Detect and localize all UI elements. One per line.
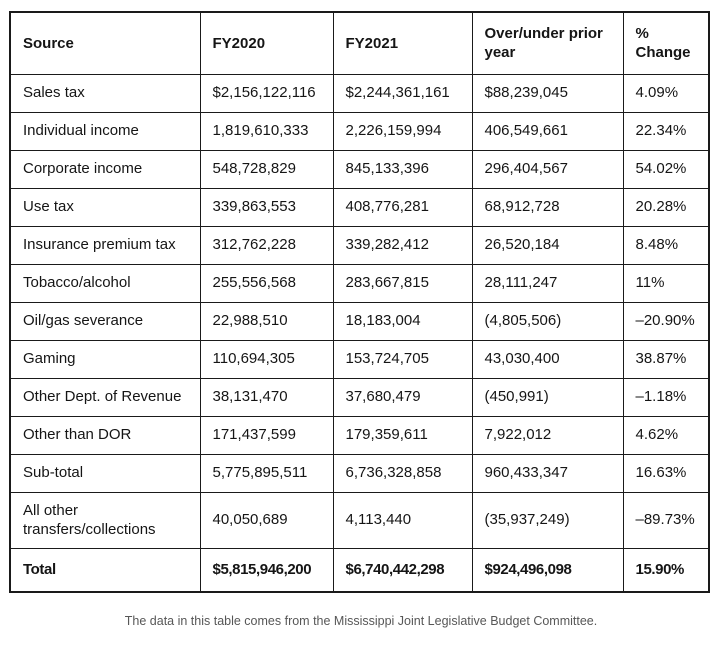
row-label-cell: Other than DOR	[10, 416, 200, 454]
value-cell: 339,863,553	[200, 188, 333, 226]
value-cell: 16.63%	[623, 454, 709, 492]
value-cell: $2,244,361,161	[333, 74, 472, 112]
table-row	[10, 74, 709, 112]
value-cell: 37,680,479	[333, 378, 472, 416]
value-cell: 26,520,184	[472, 226, 623, 264]
table-row	[10, 548, 709, 592]
table-row	[10, 112, 709, 150]
value-cell: 548,728,829	[200, 150, 333, 188]
revenue-table	[9, 11, 710, 593]
table-row	[10, 226, 709, 264]
value-cell: 38.87%	[623, 340, 709, 378]
value-cell: 312,762,228	[200, 226, 333, 264]
table-row	[10, 302, 709, 340]
value-cell: 43,030,400	[472, 340, 623, 378]
value-cell: 4.09%	[623, 74, 709, 112]
value-cell: 18,183,004	[333, 302, 472, 340]
value-cell: 408,776,281	[333, 188, 472, 226]
value-cell: $5,815,946,200	[200, 548, 333, 592]
value-cell: 4.62%	[623, 416, 709, 454]
row-label-cell: Sub-total	[10, 454, 200, 492]
table-row	[10, 416, 709, 454]
row-label-cell: Oil/gas severance	[10, 302, 200, 340]
table-row	[10, 264, 709, 302]
value-cell: 171,437,599	[200, 416, 333, 454]
value-cell: 5,775,895,511	[200, 454, 333, 492]
table-row	[10, 150, 709, 188]
value-cell: 40,050,689	[200, 492, 333, 548]
value-cell: 406,549,661	[472, 112, 623, 150]
value-cell: –1.18%	[623, 378, 709, 416]
value-cell: $924,496,098	[472, 548, 623, 592]
value-cell: 255,556,568	[200, 264, 333, 302]
value-cell: 8.48%	[623, 226, 709, 264]
value-cell: 179,359,611	[333, 416, 472, 454]
value-cell: –20.90%	[623, 302, 709, 340]
row-label-cell: Other Dept. of Revenue	[10, 378, 200, 416]
row-label-cell: Tobacco/alcohol	[10, 264, 200, 302]
column-header: FY2020	[200, 12, 333, 74]
table-row	[10, 378, 709, 416]
value-cell: 4,113,440	[333, 492, 472, 548]
table-row	[10, 454, 709, 492]
row-label-cell: Use tax	[10, 188, 200, 226]
value-cell: $88,239,045	[472, 74, 623, 112]
table-row	[10, 188, 709, 226]
column-header: Over/under prior year	[472, 12, 623, 74]
row-label-cell: Corporate income	[10, 150, 200, 188]
row-label-cell: Insurance premium tax	[10, 226, 200, 264]
value-cell: 11%	[623, 264, 709, 302]
value-cell: 845,133,396	[333, 150, 472, 188]
table-caption: The data in this table comes from the Mississippi Joint Legislative Budget Committee.	[124, 614, 598, 628]
table-row	[10, 492, 709, 548]
row-label-cell: Total	[10, 548, 200, 592]
column-header: % Change	[623, 12, 709, 74]
value-cell: 283,667,815	[333, 264, 472, 302]
column-header: Source	[10, 12, 200, 74]
value-cell: 960,433,347	[472, 454, 623, 492]
row-label-cell: All other transfers/collections	[10, 492, 200, 548]
value-cell: 339,282,412	[333, 226, 472, 264]
value-cell: 110,694,305	[200, 340, 333, 378]
value-cell: (450,991)	[472, 378, 623, 416]
value-cell: $6,740,442,298	[333, 548, 472, 592]
value-cell: 296,404,567	[472, 150, 623, 188]
value-cell: 6,736,328,858	[333, 454, 472, 492]
row-label-cell: Individual income	[10, 112, 200, 150]
value-cell: 54.02%	[623, 150, 709, 188]
value-cell: $2,156,122,116	[200, 74, 333, 112]
value-cell: 28,111,247	[472, 264, 623, 302]
header-row	[10, 12, 709, 74]
row-label-cell: Gaming	[10, 340, 200, 378]
value-cell: 7,922,012	[472, 416, 623, 454]
value-cell: 68,912,728	[472, 188, 623, 226]
value-cell: 153,724,705	[333, 340, 472, 378]
value-cell: 1,819,610,333	[200, 112, 333, 150]
value-cell: (4,805,506)	[472, 302, 623, 340]
value-cell: 2,226,159,994	[333, 112, 472, 150]
value-cell: –89.73%	[623, 492, 709, 548]
value-cell: 15.90%	[623, 548, 709, 592]
column-header: FY2021	[333, 12, 472, 74]
value-cell: 20.28%	[623, 188, 709, 226]
table-row	[10, 340, 709, 378]
row-label-cell: Sales tax	[10, 74, 200, 112]
value-cell: (35,937,249)	[472, 492, 623, 548]
value-cell: 22.34%	[623, 112, 709, 150]
value-cell: 38,131,470	[200, 378, 333, 416]
value-cell: 22,988,510	[200, 302, 333, 340]
